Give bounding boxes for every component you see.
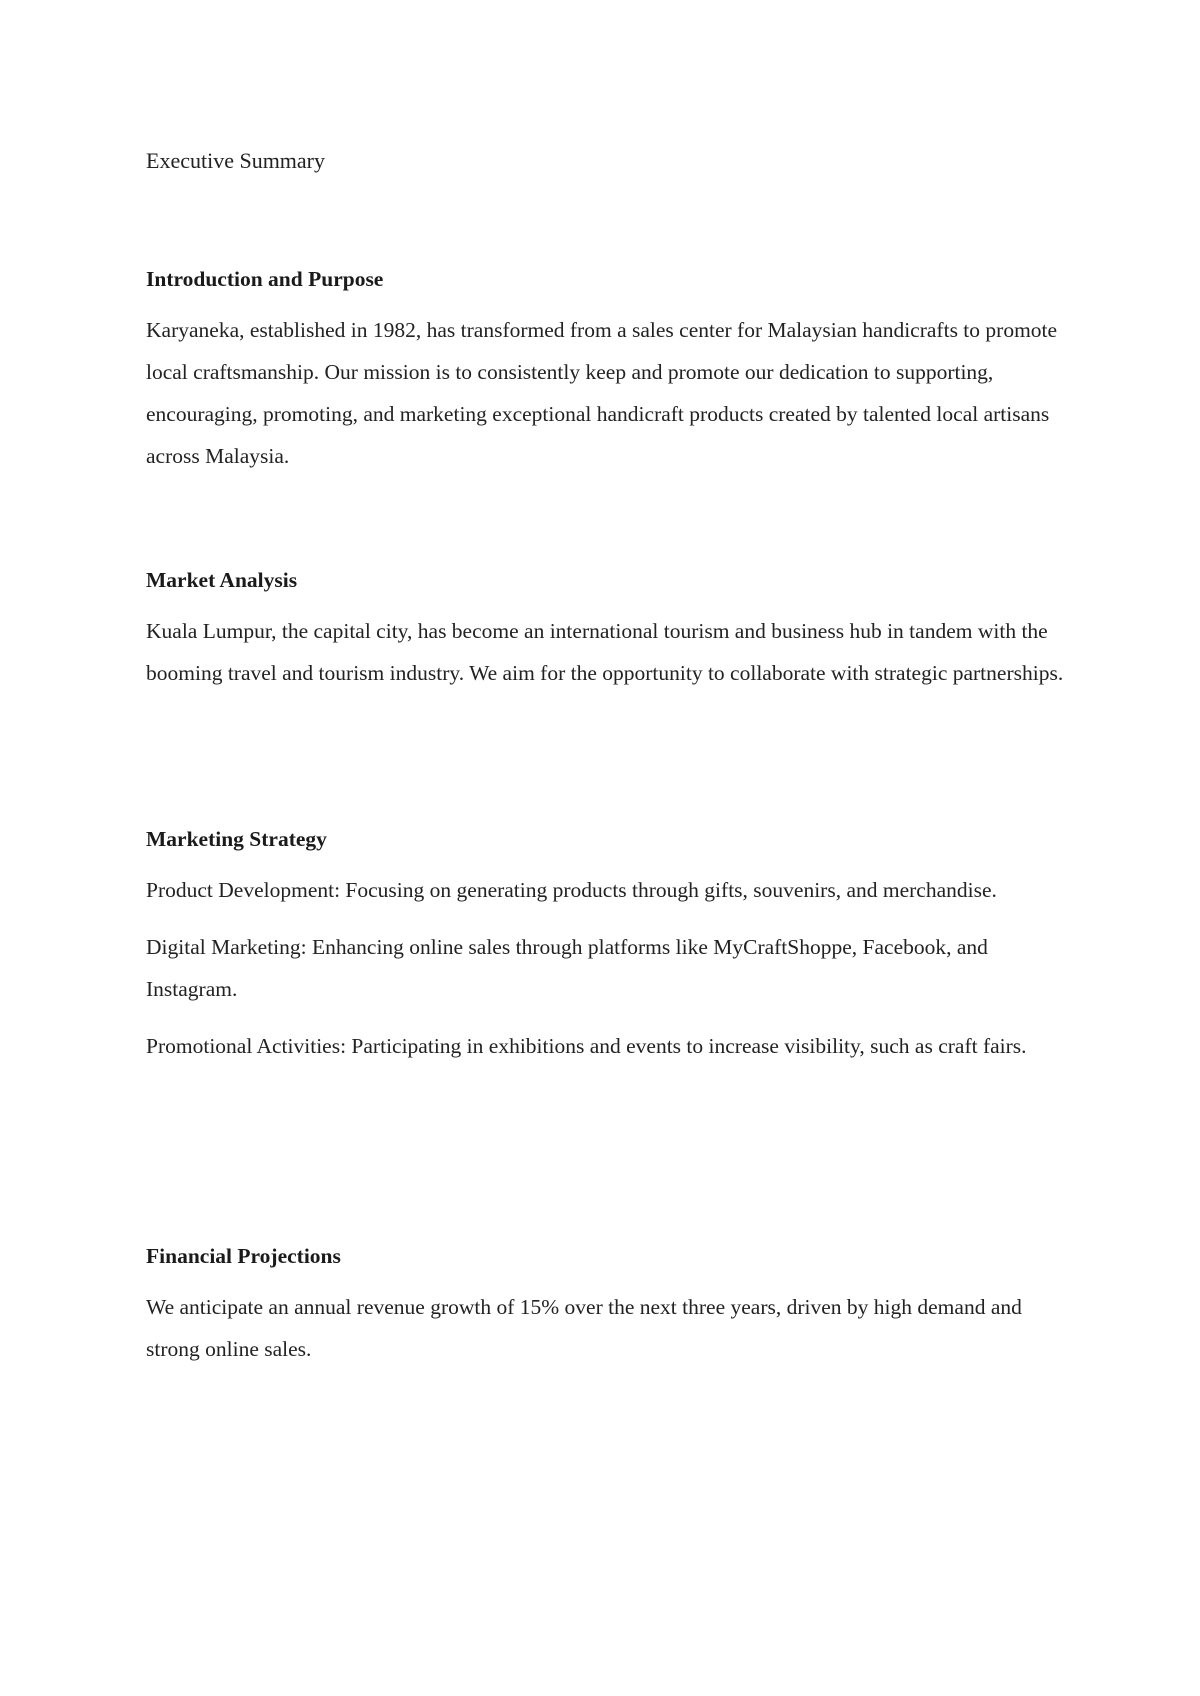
section-paragraph-financial-projections: We anticipate an annual revenue growth of 15% over the next three years, driven by high demand and strong online sales.: [146, 1295, 1022, 1361]
section-introduction: [146, 264, 1066, 477]
section-financial-projections: [146, 1241, 1066, 1370]
section-heading-introduction: Introduction and Purpose: [146, 267, 384, 291]
marketing-strategy-items: [146, 869, 1066, 1067]
section-marketing-strategy: [146, 824, 1066, 1067]
section-market-analysis: [146, 565, 1066, 694]
section-paragraph-market-analysis: Kuala Lumpur, the capital city, has become an international tourism and business hub in tandem with the booming travel and tourism industry. We aim for the opportunity to collaborate with strategic partnerships.: [146, 619, 1064, 685]
document-title: Executive Summary: [146, 148, 326, 173]
strategy-item-digital-marketing: Digital Marketing: Enhancing online sales through platforms like MyCraftShoppe, Facebook, and Instagram.: [146, 935, 988, 1001]
section-heading-marketing-strategy: Marketing Strategy: [146, 827, 327, 851]
section-heading-market-analysis: Market Analysis: [146, 568, 298, 592]
strategy-item-promotional-activities: Promotional Activities: Participating in exhibitions and events to increase visibility, such as craft fairs.: [146, 1034, 1027, 1058]
section-paragraph-introduction: Karyaneka, established in 1982, has transformed from a sales center for Malaysian handicrafts to promote local craftsmanship. Our mission is to consistently keep and promote our dedication to supporting, encouraging, promoting, and marketing exceptional handicraft products created by talented local artisans across Malaysia.: [146, 318, 1058, 468]
strategy-item-product-development: Product Development: Focusing on generating products through gifts, souvenirs, and merchandise.: [146, 878, 997, 902]
section-heading-financial-projections: Financial Projections: [146, 1244, 341, 1268]
